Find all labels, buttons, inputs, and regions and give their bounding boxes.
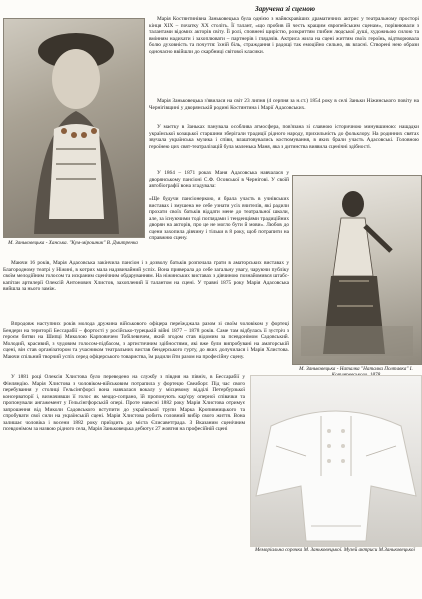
paragraph-birth: Марія Заньковецька з'явилася на світ 23 липня (4 серпня за н.ст.) 1854 року в селі Заньки Ніжинського повіту на Чернігівщині у дворянській родині Костянтина і Марії Адасовських. <box>149 98 419 111</box>
page-title: Заручена зі сценою <box>254 5 316 13</box>
shirt-icon <box>251 376 421 546</box>
paragraph-amateur: Маючи 16 років, Марія Адасовська закінчила пансіон і з дозволу батьків розпочала грати в аматорських виставах у Благородному театрі у Ніжині, в котрих мала надзвичайний успіх. Вона приверала до себе загальну увагу, чаруючи публіку своїм мелодійним голосом та искраним сценічним обдаруванням. На ніжинських виставах з дівчиною познайомився штабс-капітан артилерії Олексій Антонович Хлистов, захоплений її талантом на сцені. У травні 1875 року Марія Адасовська вийшла за нього заміж. <box>3 260 289 293</box>
portrait-figure-icon <box>4 19 144 237</box>
paragraph-education: У 1864 – 1871 роках Маня Адасовська навчалася у дворянському пансіоні С.Ф. Осовської в Чернігові. У своїй автобіографії вона згадувала: <box>149 170 289 190</box>
paragraph-helsingfors: У 1881 році Олексія Хлистова було переведено на службу з півдня на північ, в Бессарабії у Фінляндію. Марія Хлистова з чоловіком-військовим потрапила у фортецю Свеаборг. Під час свого перебування у столиці Гельсінгфорсі вона навчалася вокалу у місцевому відділі Петербурзької консерваторії і, визначивши її голос як меццо-сопрано, їй пропонують кар'єру оперної співачки та пропонували ангажемент у Гельсінгфорській опері. Проте навесні 1882 року Марія Хлистова отримує запрошення від Миколи Садовського вступити до української трупи Марка Кропивницького та спробувати свої сили на українській сцені. Марія Хлистова робить головний вибір свого життя. Вона залишає чоловіка і восени 1882 року приїздить до міста Єлисаветграда. З Вказаним сценічним псевдонімом за назвою рідного села, Марія Заньковецька дебютує 27 жовтня на професійній сцені <box>3 374 245 433</box>
standing-figure-photo <box>292 175 422 365</box>
embroidered-shirt-photo <box>250 375 422 547</box>
paragraph-quote: «Ще будучи пансіонеркою, я брала участь в учнівських виставах і змушена не себе узнати усіх вчителів, які радили прохати своїх батьків віддати мене до театральної школи, але, за існуючими тоді поглядами і тенденціями традиційних дворян на акторів, про це не могло бути й мови». Любов до сцени захопила дівчину і тільки в 8 року, щоб потрапити на справжню сцену. <box>149 196 289 242</box>
standing-figure-icon <box>293 176 421 364</box>
shirt-caption: Меморіальна сорочка М. Заньковецької. Музей актриси М.Заньковецької <box>255 547 415 553</box>
standing-figure-caption: М. Заньковецька - Наталка "Наталка Полтавка" І. <box>299 366 413 372</box>
portrait-caption: М. Заньковецька - Ханська. "Кум-мірошник" В. Дмитренка <box>8 240 138 246</box>
portrait-photo <box>3 18 145 238</box>
paragraph-bendery: Впродовж наступних років молода дружина військового офіцера переїжджала разом зі своїм чоловіком у фортеці Бендери на території Бессарабії – фортості у російсько-турецькій війні 1877 – 1878 років. Саме там відбулась її зустріч з героєм битви на Шипці Миколою Карповичем Тобілевичем, який згодом став відомим за псевдонімом Садовський. Молодий, красивий, з чудовим голосом-підбасом, з артистичним здібностями, які вже були випробувані на аматорській сцені, він став організатором та учасником театральних вистав бендерського гурту, до яких долучилася і Марія Хлистова. Маючи спільний творчий успіх серед офіцерського товариства, їм радили йти разом на професійну сцену. <box>3 321 289 360</box>
paragraph-family: У маєтку в Заньках панувала особлива атмосфера, пов'язана зі славною історичною минувшиною: нащадки української козацької старшини зберігали традиції рідного народу, прихильність до фольклору. На родинних святах звучала українська музика і співи, влаштовувались костюмування, в яких брали участь Адасовські. Головною героїнею цих свят-театралізацій була маленька Маня, яка з дитинства виявила сценічні здібності. <box>149 124 419 150</box>
paragraph-intro: Марія Костянтинівна Заньковецька була однією з найяскравіших драматичних актрис у театральному просторі кінця ХІХ – початку ХХ століть. Її талант, «що пробив їй честь кращим європейським сценам», порівнювали з талантами відомих акторів світу. Її ролі, сповнені щирістю, розкриттям глибин людської душі, художньою силою та вмінням надихати і захоплювати – партнерів і глядачів. Актриса жила на сцені життям своїх героїнь, відтворювала болю духовність та почуття: їхній біль, страждання і радощі так емоційно сильно, як власні. Створені нею образи одночасно ввійшли до скарбниці світової класики. <box>149 16 419 55</box>
